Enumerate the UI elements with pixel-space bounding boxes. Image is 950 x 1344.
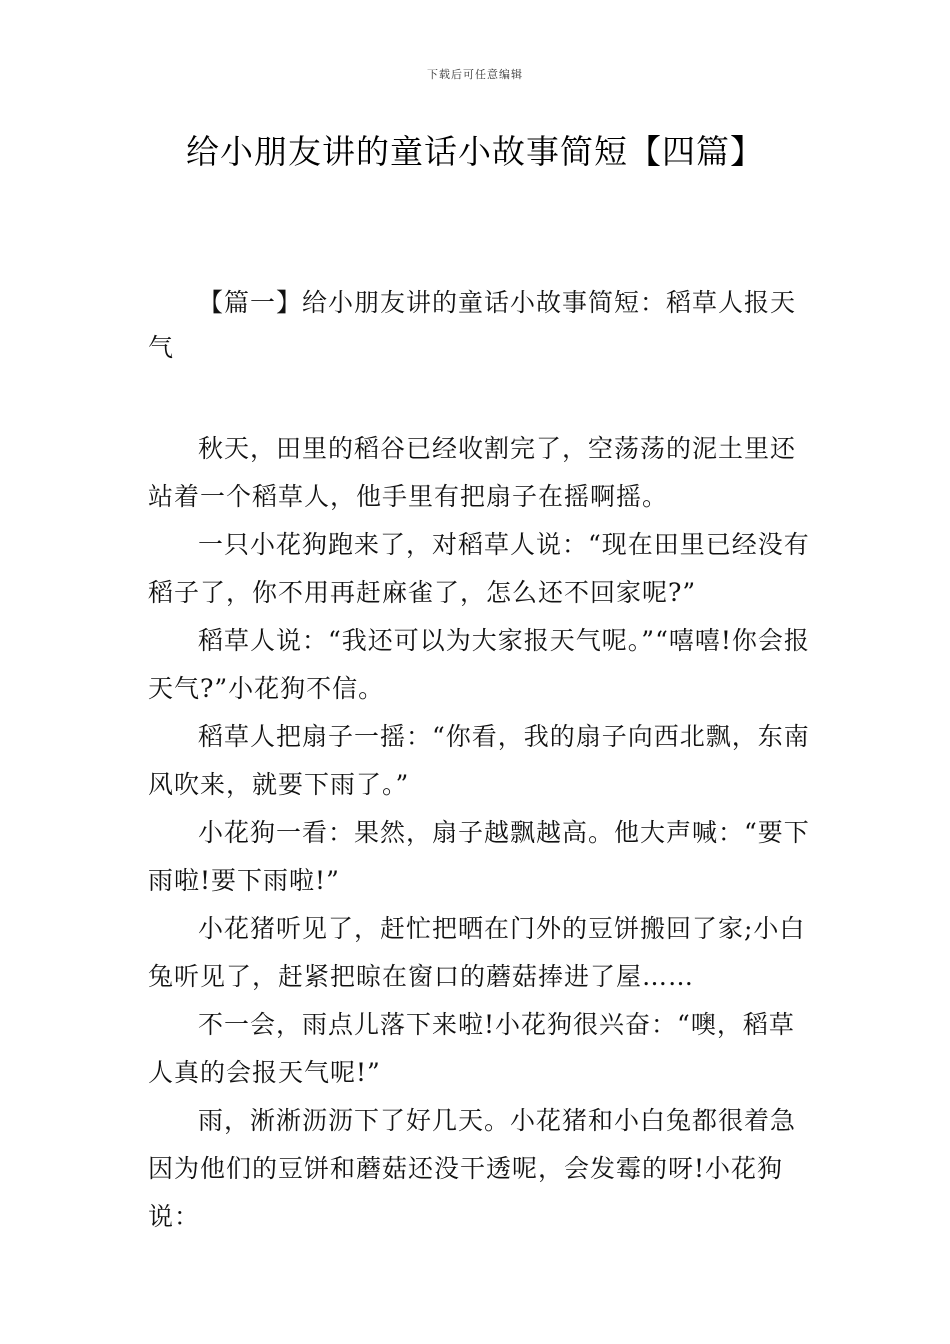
- document-title: 给小朋友讲的童话小故事简短【四篇】: [186, 132, 764, 171]
- paragraph: 雨，淅淅沥沥下了好几天。小花猪和小白兔都很着急因为他们的豆饼和蘑菇还没干透呢，会发霉的呀!小花狗说：: [148, 1106, 797, 1231]
- paragraph: 一只小花狗跑来了，对稻草人说：“现在田里已经没有稻子了，你不用再赶麻雀了，怎么还不回家呢?”: [148, 530, 810, 607]
- story-body: [148, 425, 814, 1241]
- paragraph: 稻草人说：“我还可以为大家报天气呢。”“嘻嘻!你会报天气?”小花狗不信。: [148, 626, 810, 703]
- paragraph: 小花猪听见了，赶忙把晒在门外的豆饼搬回了家;小白兔听见了，赶紧把晾在窗口的蘑菇捧进了屋……: [148, 914, 806, 991]
- paragraph: 秋天，田里的稻谷已经收割完了，空荡荡的泥土里还站着一个稻草人，他手里有把扇子在摇啊摇。: [148, 434, 797, 511]
- paragraph: 小花狗一看：果然，扇子越飘越高。他大声喊：“要下雨啦!要下雨啦!”: [148, 818, 810, 895]
- paragraph: 不一会，雨点儿落下来啦!小花狗很兴奋：“噢，稻草人真的会报天气呢!”: [148, 1010, 795, 1087]
- paragraph: 稻草人把扇子一摇：“你看，我的扇子向西北飘，东南风吹来，就要下雨了。”: [148, 722, 810, 799]
- section-heading: 【篇一】给小朋友讲的童话小故事简短：稻草人报天气: [148, 288, 797, 362]
- header-note: 下载后可任意编辑: [427, 68, 523, 81]
